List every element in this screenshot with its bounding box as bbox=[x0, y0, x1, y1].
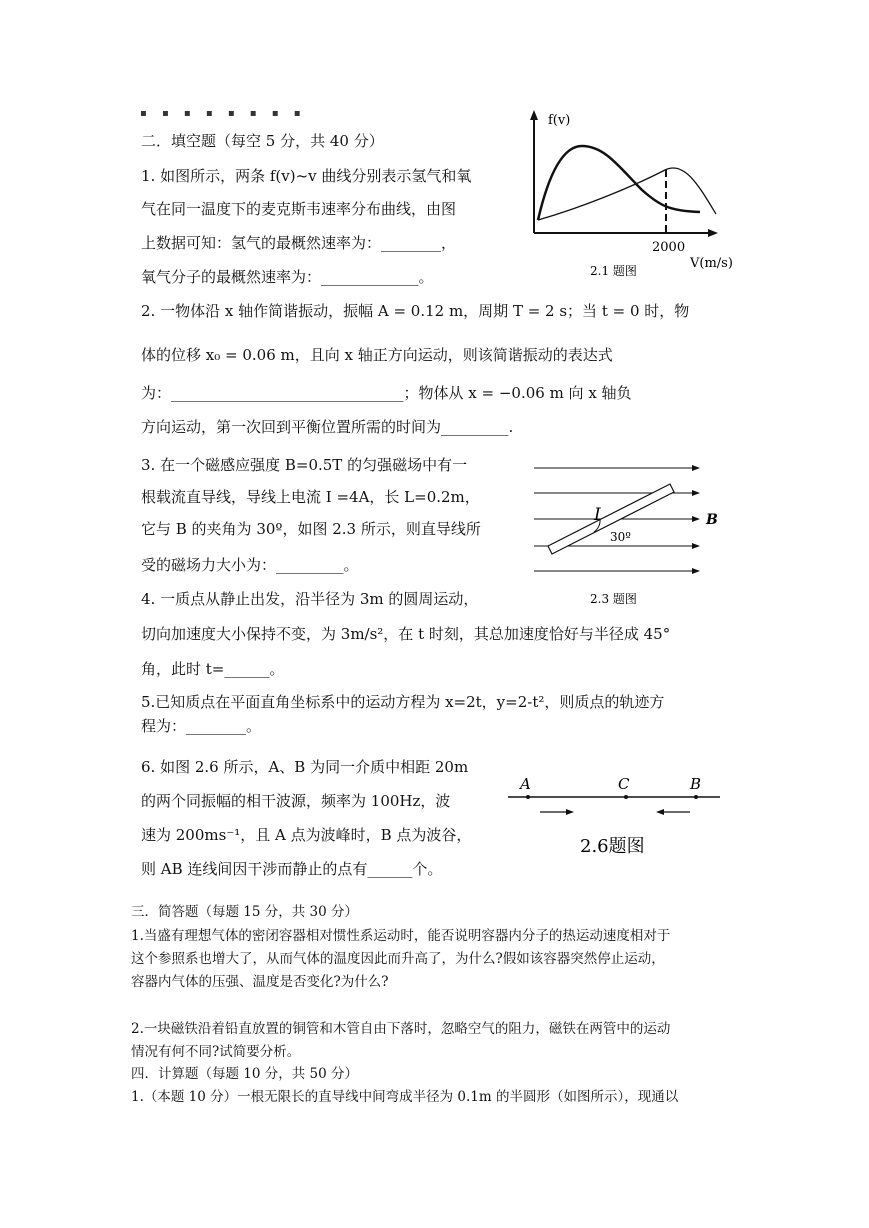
q3-line-1: 3. 在一个磁感应强度 B=0.5T 的匀强磁场中有一 bbox=[141, 456, 468, 474]
q6-line-4: 则 AB 连线间因干涉而静止的点有______个。 bbox=[141, 860, 443, 878]
q3-line-3: 它与 B 的夹角为 30º，如图 2.3 所示，则直导线所 bbox=[141, 520, 481, 538]
q2-line-3: 为：_______________________________；物体从 x = −0.06 m 向 x 轴负 bbox=[141, 384, 632, 402]
q2-line-1: 2. 一物体沿 x 轴作简谐振动，振幅 A = 0.12 m，周期 T = 2 s；当 t = 0 时，物 bbox=[141, 302, 690, 320]
q2-line-4: 方向运动，第一次回到平衡位置所需的时间为_________. bbox=[141, 418, 514, 436]
point-a bbox=[526, 795, 530, 799]
fig23-angle: 30º bbox=[610, 530, 631, 544]
q5-line-2: 程为：________。 bbox=[141, 717, 262, 735]
q1-line-1: 1. 如图所示，两条 f(v)~v 曲线分别表示氢气和氧 bbox=[141, 167, 472, 185]
figure-2-6 bbox=[500, 768, 730, 868]
q4-line-1: 4. 一质点从静止出发，沿半径为 3m 的圆周运动， bbox=[141, 590, 479, 608]
q1-line-4: 氧气分子的最概然速率为：_____________。 bbox=[141, 268, 434, 286]
arrow-left-head bbox=[656, 809, 664, 815]
section-3-heading: 三．简答题（每题 15 分，共 30 分） bbox=[131, 904, 359, 920]
q2-line-2: 体的位移 x₀ = 0.06 m，且向 x 轴正方向运动，则该简谐振动的表达式 bbox=[141, 346, 613, 364]
q1-line-3: 上数据可知：氢气的最概然速率为：________， bbox=[141, 234, 457, 252]
fig23-field: B bbox=[706, 512, 718, 528]
point-b bbox=[694, 795, 698, 799]
q1-line-2: 气在同一温度下的麦克斯韦速率分布曲线，由图 bbox=[141, 200, 457, 218]
section-4-heading: 四．计算题（每题 10 分，共 50 分） bbox=[131, 1066, 359, 1082]
cropped-text-remnant: ▪ ▪ ▪ ▪ ▪ ▪ ▪ ▪ bbox=[140, 108, 307, 119]
q3-line-4: 受的磁场力大小为：_________。 bbox=[141, 556, 359, 574]
figure-2-3 bbox=[528, 458, 738, 608]
s3-q1-line-2: 这个参照系也增大了，从而气体的温度因此而升高了，为什么?假如该容器突然停止运动， bbox=[131, 951, 665, 967]
fig21-y-arrow bbox=[530, 110, 538, 120]
q3-line-2: 根载流直导线，导线上电流 I =4A，长 L=0.2m， bbox=[141, 488, 480, 506]
fig21-x-arrow bbox=[708, 229, 718, 237]
fig23-caption: 2.3 题图 bbox=[590, 592, 637, 606]
q6-line-2: 的两个同振幅的相干波源，频率为 100Hz，波 bbox=[141, 792, 451, 810]
q6-line-3: 速为 200ms⁻¹，且 A 点为波峰时，B 点为波谷， bbox=[141, 826, 472, 844]
fig26-label-a: A bbox=[520, 775, 531, 793]
fig21-ylabel: f(v) bbox=[548, 113, 571, 128]
fig26-label-c: C bbox=[618, 775, 630, 793]
point-c bbox=[624, 795, 628, 799]
hydrogen-curve bbox=[538, 146, 700, 220]
section-2-heading: 二．填空题（每空 5 分，共 40 分） bbox=[141, 132, 384, 150]
q5-line-1: 5.已知质点在平面直角坐标系中的运动方程为 x=2t，y=2-t²，则质点的轨迹方 bbox=[141, 693, 665, 711]
s3-q1-line-3: 容器内气体的压强、温度是否变化?为什么? bbox=[131, 974, 389, 990]
s3-q2-line-1: 2.一块磁铁沿着铅直放置的铜管和木管自由下落时，忽略空气的阻力，磁铁在两管中的运动 bbox=[131, 1021, 671, 1037]
fig26-caption: 2.6题图 bbox=[580, 836, 645, 857]
fig26-label-b: B bbox=[690, 775, 702, 793]
q4-line-2: 切向加速度大小保持不变，为 3m/s²，在 t 时刻，其总加速度恰好与半径成 45° bbox=[141, 625, 671, 643]
s3-q1-line-1: 1.当盛有理想气体的密闭容器相对惯性系运动时，能否说明容器内分子的热运动速度相对于 bbox=[131, 928, 671, 944]
fig21-tick: 2000 bbox=[652, 240, 686, 255]
fig21-xlabel: V(m/s) bbox=[690, 256, 733, 271]
s4-q1-line-1: 1.（本题 10 分）一根无限长的直导线中间弯成半径为 0.1m 的半圆形（如图所示），现通以 bbox=[131, 1089, 679, 1105]
fig23-current: I bbox=[594, 505, 601, 525]
arrow-right-head bbox=[566, 809, 574, 815]
figure-2-1 bbox=[520, 108, 740, 283]
s3-q2-line-2: 情况有何不同?试简要分析。 bbox=[131, 1044, 301, 1060]
q6-line-1: 6. 如图 2.6 所示，A、B 为同一介质中相距 20m bbox=[141, 758, 469, 776]
q4-line-3: 角，此时 t=______。 bbox=[141, 660, 285, 678]
fig21-caption: 2.1 题图 bbox=[590, 264, 637, 278]
